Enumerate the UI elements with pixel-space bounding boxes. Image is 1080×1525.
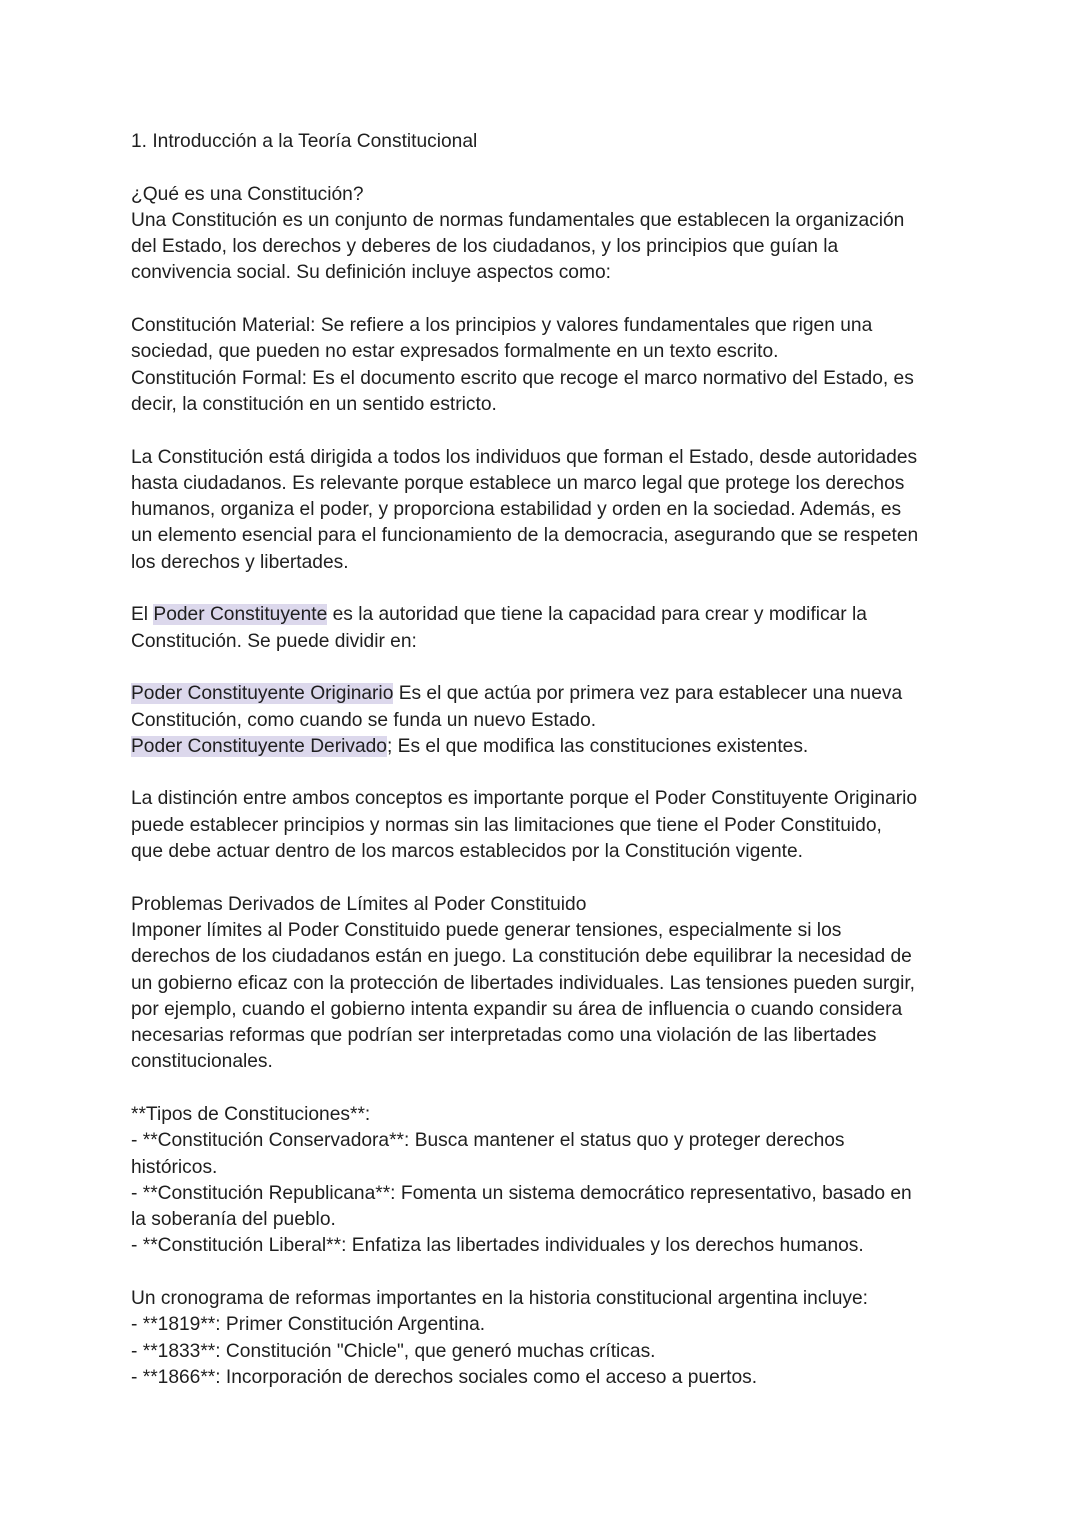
spacer <box>131 1260 961 1286</box>
paragraph-line: necesarias reformas que podrían ser interpretadas como una violación de las libertades <box>131 1025 877 1047</box>
paragraph-line <box>131 681 961 707</box>
section-heading: Un cronograma de reformas importantes en la historia constitucional argentina incluye: <box>131 1288 868 1310</box>
paragraph-line: hasta ciudadanos. Es relevante porque establece un marco legal que protege los derechos <box>131 472 905 494</box>
paragraph-line: La distinción entre ambos conceptos es importante porque el Poder Constituyente Originario <box>131 788 918 810</box>
spacer <box>131 1076 961 1102</box>
section-heading: **Tipos de Constituciones**: <box>131 1103 371 1125</box>
list-item-continuation: la soberanía del pueblo. <box>131 1209 336 1231</box>
paragraph-line: Constitución, como cuando se funda un nuevo Estado. <box>131 709 597 731</box>
paragraph-line: Una Constitución es un conjunto de normas fundamentales que establecen la organización <box>131 209 905 231</box>
spacer <box>131 287 961 313</box>
section-cronograma <box>131 1286 961 1391</box>
spacer <box>131 865 961 891</box>
text-run: Es el que actúa por primera vez para establecer una nueva <box>393 683 903 705</box>
document-title: 1. Introducción a la Teoría Constitucional <box>131 131 478 152</box>
section-poder-constituyente <box>131 602 961 760</box>
paragraph-line: convivencia social. Su definición incluye aspectos como: <box>131 262 611 284</box>
list-item: - **1866**: Incorporación de derechos sociales como el acceso a puertos. <box>131 1366 758 1388</box>
list-item-continuation: históricos. <box>131 1156 218 1178</box>
section-que-es <box>131 182 961 287</box>
text-run: ; Es el que modifica las constituciones existentes. <box>386 735 809 757</box>
spacer <box>131 155 961 181</box>
highlighted-term: Poder Constituyente Derivado <box>131 735 387 757</box>
spacer <box>131 576 961 602</box>
section-material-formal <box>131 313 961 418</box>
paragraph-line: Constitución Formal: Es el documento escrito que recoge el marco normativo del Estado, es <box>131 367 914 389</box>
paragraph-line: puede establecer principios y normas sin las limitaciones que tiene el Poder Constituido, <box>131 814 882 836</box>
paragraph-line: que debe actuar dentro de los marcos establecidos por la Constitución vigente. <box>131 841 803 863</box>
paragraph-line: decir, la constitución en un sentido estricto. <box>131 393 497 415</box>
paragraph-line: humanos, organiza el poder, y proporciona estabilidad y orden en la sociedad. Además, es <box>131 499 902 521</box>
section-heading: ¿Qué es una Constitución? <box>131 183 364 205</box>
list-item: - **Constitución Republicana**: Fomenta un sistema democrático representativo, basado en <box>131 1182 912 1204</box>
paragraph-line: Constitución Material: Se refiere a los principios y valores fundamentales que rigen una <box>131 315 873 337</box>
paragraph-line: por ejemplo, cuando el gobierno intenta expandir su área de influencia o cuando considera <box>131 998 903 1020</box>
spacer <box>131 655 961 681</box>
paragraph-line: los derechos y libertades. <box>131 551 349 573</box>
paragraph-line: un gobierno eficaz con la protección de libertades individuales. Las tensiones pueden surgir, <box>131 972 915 994</box>
paragraph-line: constitucionales. <box>131 1051 273 1073</box>
paragraph-line: un elemento esencial para el funcionamiento de la democracia, asegurando que se respeten <box>131 525 919 547</box>
paragraph-line: La Constitución está dirigida a todos los individuos que forman el Estado, desde autoridades <box>131 446 918 468</box>
list-item: - **Constitución Conservadora**: Busca mantener el status quo y proteger derechos <box>131 1130 845 1152</box>
text-run: es la autoridad que tiene la capacidad para crear y modificar la <box>327 604 867 626</box>
list-item: - **1819**: Primer Constitución Argentina. <box>131 1314 486 1336</box>
paragraph-line <box>131 734 961 760</box>
section-distincion <box>131 786 961 865</box>
paragraph-line: Imponer límites al Poder Constituido puede generar tensiones, especialmente si los <box>131 919 842 941</box>
section-problemas <box>131 892 961 1076</box>
paragraph-line: sociedad, que pueden no estar expresados formalmente en un texto escrito. <box>131 341 779 363</box>
paragraph-line: del Estado, los derechos y deberes de los ciudadanos, y los principios que guían la <box>131 236 839 258</box>
spacer <box>131 760 961 786</box>
section-dirigida <box>131 445 961 576</box>
list-item: - **1833**: Constitución "Chicle", que generó muchas críticas. <box>131 1340 656 1362</box>
list-item: - **Constitución Liberal**: Enfatiza las libertades individuales y los derechos humanos. <box>131 1235 864 1257</box>
paragraph-line <box>131 602 961 628</box>
section-heading: Problemas Derivados de Límites al Poder Constituido <box>131 893 587 915</box>
highlighted-term: Poder Constituyente <box>153 604 328 626</box>
section-tipos <box>131 1102 961 1260</box>
text-run: El <box>131 604 154 626</box>
document-page <box>131 129 961 1391</box>
highlighted-term: Poder Constituyente Originario <box>131 683 394 705</box>
paragraph-line: derechos de los ciudadanos están en juego. La constitución debe equilibrar la necesidad de <box>131 946 912 968</box>
paragraph-line: Constitución. Se puede dividir en: <box>131 630 417 652</box>
spacer <box>131 418 961 444</box>
